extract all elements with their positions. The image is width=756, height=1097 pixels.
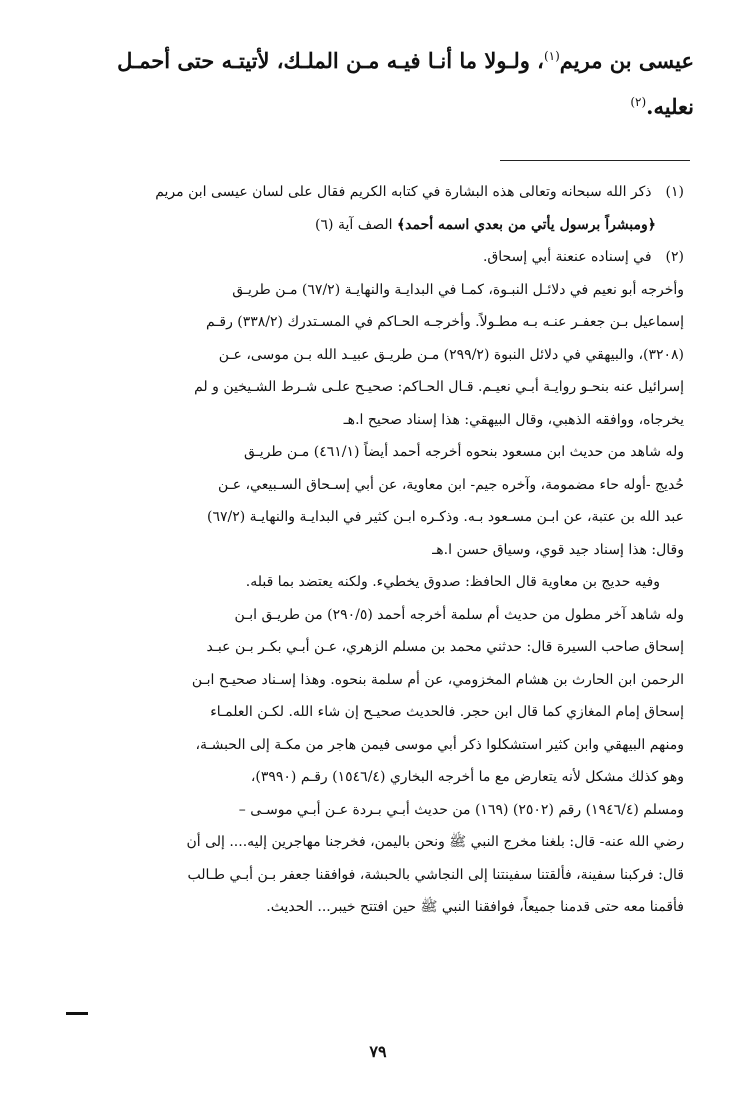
footnote-line: وله شاهد من حديث ابن مسعود بنحوه أخرجه أحمد أيضاً (٤٦١/١) مـن طريـق (244, 444, 684, 460)
continuation-mark (66, 1012, 88, 1015)
footnote-separator (500, 160, 690, 161)
footnote-line: وهو كذلك مشكل لأنه يتعارض مع ما أخرجه البخاري (١٥٤٦/٤) رقـم (٣٩٩٠)، (250, 769, 684, 785)
footnote-line: (٣٢٠٨)، والبيهقي في دلائل النبوة (٢٩٩/٢) مـن طريـق عبيـد الله بـن موسى، عـن (218, 346, 684, 363)
footnote-line: إسحاق إمام المغازي كما قال ابن حجر. فالحديث صحيـح إن شاء الله. لكـن العلمـاء (210, 704, 684, 720)
footnote-line: فأقمنا معه حتى قدمنا جميعاً، فوافقنا النبي ﷺ حين افتتح خيبر... الحديث. (266, 899, 684, 915)
footnote-text: ذكر الله سبحانه وتعالى هذه البشارة في كتابه الكريم فقال على لسان عيسى ابن مريم (155, 184, 652, 200)
footnote-line: ومسلم (١٩٤٦/٤) رقم (٢٥٠٢) (١٦٩) من حديث أبـي بـردة عـن أبـي موسـى – (238, 801, 684, 818)
footnote-line: إسماعيل بـن جعفـر عنـه بـه مطـولاً. وأخرجـه الحـاكم في المسـتدرك (٣٣٨/٢) رقـم (205, 314, 684, 330)
footnote-line: حُديج -أوله حاء مضمومة، وآخره جيم- ابن معاوية، عن أبي إسـحاق السـبيعي، عـن (217, 476, 684, 493)
footnote-text: الصف آية (٦) (315, 216, 397, 233)
footnote-1 (64, 176, 684, 209)
footnote-line: يخرجاه، ووافقه الذهبي، وقال البيهقي: هذا إسناد صحيح ا.هـ (343, 411, 684, 428)
main-text-segment: عيسى بن مريم (559, 48, 694, 73)
footnotes (64, 176, 684, 924)
footnote-ref-1[interactable]: (١) (543, 49, 560, 63)
main-text-segment: ، ولـولا ما أنـا فيـه مـن الملـك، لأتيتـه حتى أحمـل (117, 48, 544, 73)
footnote-ref-2[interactable]: (٢) (630, 95, 647, 109)
footnote-2 (64, 241, 684, 274)
footnote-line: وأخرجه أبو نعيم في دلائـل النبـوة، كمـا في البدايـة والنهايـة (٦٧/٢) مـن طريـق (232, 281, 684, 298)
footnote-line: إسحاق صاحب السيرة قال: حدثني محمد بن مسلم الزهري، عـن أبـي بكـر بـن عبـد (206, 639, 684, 655)
main-text (60, 38, 694, 130)
footnote-text: في إسناده عنعنة أبي إسحاق. (482, 249, 652, 265)
footnote-number: (٢) (665, 249, 684, 265)
footnote-line: الرحمن ابن الحارث بن هشام المخزومي، عن أم سلمة بنحوه. وهذا إسـناد صحيـح ابـن (191, 671, 684, 688)
footnote-1-cont (64, 209, 684, 242)
main-text-line-2 (60, 84, 694, 130)
footnote-number: (١) (665, 184, 684, 200)
footnote-line: إسرائيل عنه بنحـو روايـة أبـي نعيـم. قـال الحـاكم: صحيـح علـى شـرط الشـيخين و لم (194, 379, 684, 395)
footnote-line: عبد الله بن عتبة، عن ابـن مسـعود بـه. وذكـره ابـن كثير في البدايـة والنهايـة (٦٧/٢) (207, 509, 684, 525)
page-number: ٧٩ (369, 1042, 387, 1061)
footnote-2-body (64, 274, 684, 924)
footnote-line: ومنهم البيهقي وابن كثير استشكلوا ذكر أبي موسى فيمن هاجر من مكـة إلى الحبشـة، (195, 736, 684, 753)
footnote-line: قال: فركبنا سفينة، فألقتنا سفينتنا إلى النجاشي بالحبشة، فوافقنا جعفر بـن أبـي طـالب (187, 866, 684, 883)
footnote-line: رضي الله عنه- قال: بلغنا مخرج النبي ﷺ ونحن باليمن، فخرجنا مهاجرين إليه.... إلى أن (186, 834, 684, 850)
footnote-line: وله شاهد آخر مطول من حديث أم سلمة أخرجه أحمد (٢٩٠/٥) من طريـق ابـن (234, 606, 684, 623)
quran-quote: ﴿ومبشراً برسول يأتي من بعدي اسمه أحمد﴾ (396, 216, 656, 233)
main-text-line-1 (60, 38, 694, 84)
footnote-line: وقال: هذا إسناد جيد قوي، وسياق حسن ا.هـ (432, 541, 684, 558)
footnote-line: وفيه حديج بن معاوية قال الحافظ: صدوق يخطيء. ولكنه يعتضد بما قبله. (245, 574, 660, 590)
main-text-segment: نعليه. (646, 94, 694, 119)
